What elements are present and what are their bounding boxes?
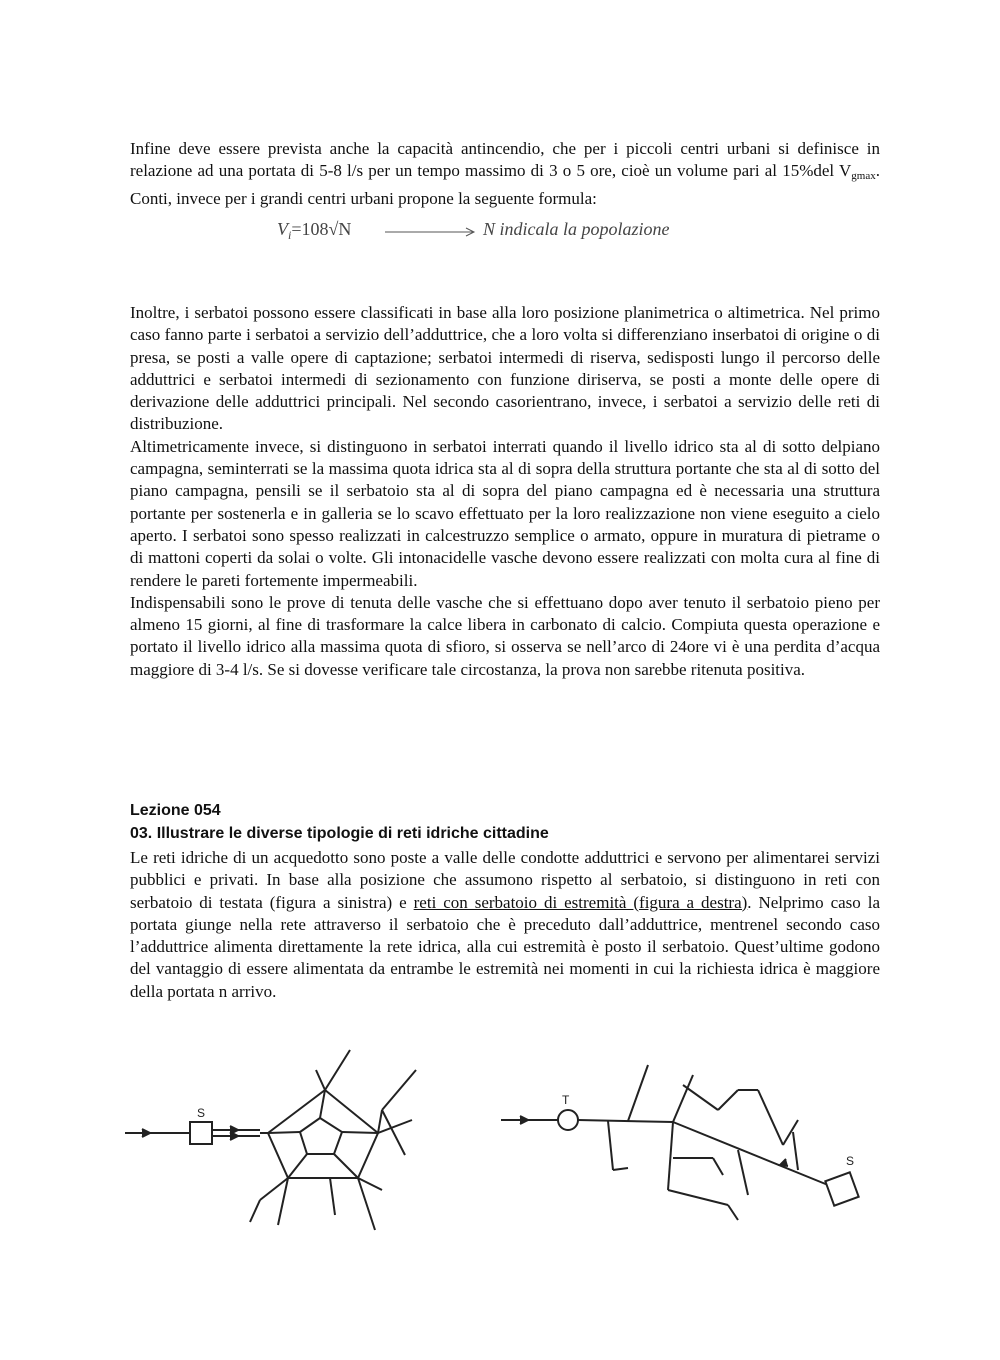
underlined-reference: reti con serbatoio di estremità (figura a destra) [413,892,748,912]
lesson-title: Lezione 054 [130,802,221,819]
paragraph-classification: Inoltre, i serbatoi possono essere classificati in base alla loro posizione planimetrica o altimetrica. Nel primo caso fanno parte i serbatoi a servizio dell’adduttrice, che a loro volta si differenziano inserbatoi di origine o di presa, se posti a valle opere di captazione; serbatoi intermedi di riserva, sedisposti lungo il percorso delle adduttrici e serbatoi intermedi di sezionamento con funzione diriserva, se posti a monte delle opere di derivazione delle adduttrici principali. Nel secondo casorientrano, invece, i serbatoi a servizio delle reti di distribuzione. [130,303,880,434]
intro-paragraph [130,138,880,210]
intro-tail: . Conti, invece per i grandi centri urbani propone la seguente formula: [130,161,880,208]
body-paragraphs [130,302,880,681]
left-reservoir-label: S [197,1106,206,1120]
formula-description: N indicala la popolazione [483,219,670,239]
paragraph-altimetric: Altimetricamente invece, si distinguono in serbatoi interrati quando il livello idrico sta al di sotto delpiano campagna, seminterrati se la massima quota idrica sta al di sopra della struttura portante che sta al di sotto del piano campagna, pensili se il serbatoio sta al di sopra del piano campagna ed è necessaria una struttura portante per sostenerla e in galleria se lo scavo effettuato per la loro realizzazione non viene eseguito a cielo aperto. I serbatoi sono spesso realizzati in calcestruzzo semplice o armato, oppure in muratura di pietrame o di mattoni coperti da solai o volte. Gli intonacidelle vasche devono essere realizzati con molta cura al fine di rendere le pareti fortemente impermeabili. [130,436,880,590]
intro-subscript: gmax [851,170,876,183]
paragraph-tests: Indispensabili sono le prove di tenuta delle vasche che si effettuano dopo aver tenuto il serbatoio pieno per almeno 15 giorni, al fine di trasformare la calce libera in carbonato di calcio. Compiuta questa operazione e portato il livello idrico alla massima quota di sfioro, si osserva se nell’arco di 24ore vi è una perdita d’acqua maggiore di 3-4 l/s. Se si dovesse verificare tale circostanza, la prova non sarebbe ritenuta positiva. [130,592,880,679]
formula [277,219,707,245]
figure-head-reservoir-network [120,1040,440,1240]
right-pump-label: T [562,1093,570,1107]
figure-end-reservoir-network [498,1050,878,1240]
question-title: 03. Illustrare le diverse tipologie di reti idriche cittadine [130,825,549,842]
intro-lead: Infine deve essere prevista anche la capacità antincendio, che per i piccoli centri urbani si definisce in relazione ad una portata di 5-8 l/s per un tempo massimo di 3 o 5 ore, cioè un volume pari al 15%del V [130,139,880,181]
section-body: Le reti idriche di un acquedotto sono poste a valle delle condotte adduttrici e servono per alimentarei servizi pubblici e privati. In base alla posizione che assumono rispetto al serbatoio, si distinguono in reti con serbatoio di testata (figura a sinistra) e reti con serbatoio di estremità (figura a destra). Nelprimo caso la portata giunge nella rete attraverso il serbatoio che è preceduto dall’adduttrice, mentrenel secondo caso l’adduttrice alimenta direttamente la rete idrica, alla cui estremità è posto il serbatoio. Quest’ultime godono del vantaggio di essere alimentata da entrambe le estremità nei momenti in cui la richiesta idrica è maggiore della portata n arrivo. [130,848,880,1001]
right-reservoir-label: S [846,1154,855,1168]
formula-equation: $V_i=108√N$ [277,219,352,242]
